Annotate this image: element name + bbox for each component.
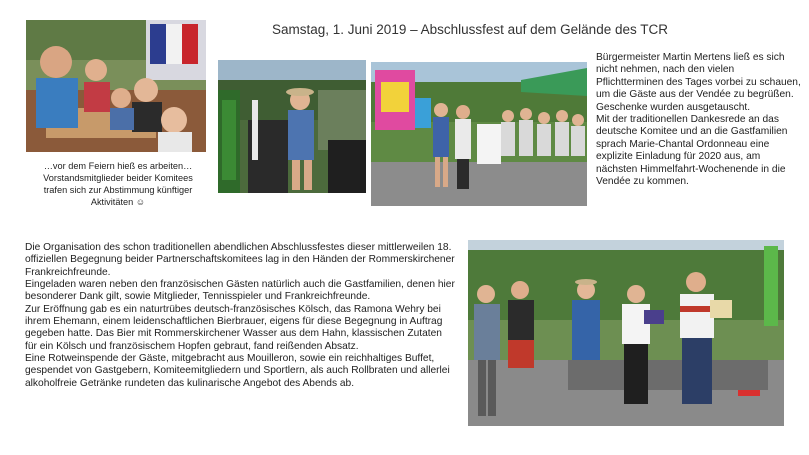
paragraph: Eine Rotweinspende der Gäste, mitgebracht aus Mouilleron, sowie ein reichhaltiges Buffet, gespendet von Gastgebern, Komiteemitgliedern und Sportlern, als auch Rollbraten und allerlei alkoholfreie Getränke rundeten das kulinarische Angebot des Abends ab.	[25, 353, 450, 389]
caption-line: Vorstandsmitglieder beider Komitees	[43, 173, 193, 183]
right-article-text	[596, 52, 804, 188]
caption-line: Aktivitäten ☺	[90, 197, 146, 207]
paragraph: Mit der traditionellen Dankesrede an das deutsche Komitee und an die Gastfamilien sprach Marie-Chantal Ordonneau eine explizite Einladung für 2020 aus, am nächsten Himmelfahrt-Wochenende in die Vendée zu kommen.	[596, 114, 788, 188]
paragraph: Bürgermeister Martin Mertens ließ es sich nicht nehmen, nach den vielen Pflichtterminen des Tages vorbei zu schauen, um die Gäste aus der Vendée zu begrüßen. Geschenke wurden ausgetauscht.	[596, 52, 801, 113]
photo-meeting-selfie	[26, 20, 206, 152]
photo-caption	[26, 160, 210, 208]
page-title: Samstag, 1. Juni 2019 – Abschlussfest auf dem Gelände des TCR	[272, 22, 668, 37]
caption-line: trafen sich zur Abstimmung künftiger	[43, 185, 193, 195]
photo-toast-crowd	[371, 62, 587, 206]
paragraph: Eingeladen waren neben den französischen Gästen natürlich auch die Gastfamilien, denen hier besonderer Dank gilt, sowie Mitglieder, Tennisspieler und Frankreichfreunde.	[25, 279, 455, 303]
paragraph: Die Organisation des schon traditionellen abendlichen Abschlussfestes dieser mittlerweilen 18. offiziellen Begegnung beider Partnerschaftskomitees lag in den Händen der Rommerskirchener Frankreichfreunde.	[25, 242, 455, 278]
paragraph: Zur Eröffnung gab es ein naturtrübes deutsch-französisches Kölsch, das Ramona Wehry bei ihrem Ehemann, einem leidenschaftlichen Bierbrauer, eigens für diese Begegnung in Auftrag gegeben hatte. Das Bier mit Rommerskirchener Wasser aus dem Hahn, klassischen Zutaten für ein Kölsch und französischem Hopfen gebraut, fand reißenden Absatz.	[25, 303, 443, 352]
caption-line: …vor dem Feiern hieß es arbeiten…	[43, 161, 193, 171]
photo-speaker	[218, 60, 366, 193]
left-article-text	[25, 242, 455, 390]
photo-group-gifts	[468, 240, 784, 426]
